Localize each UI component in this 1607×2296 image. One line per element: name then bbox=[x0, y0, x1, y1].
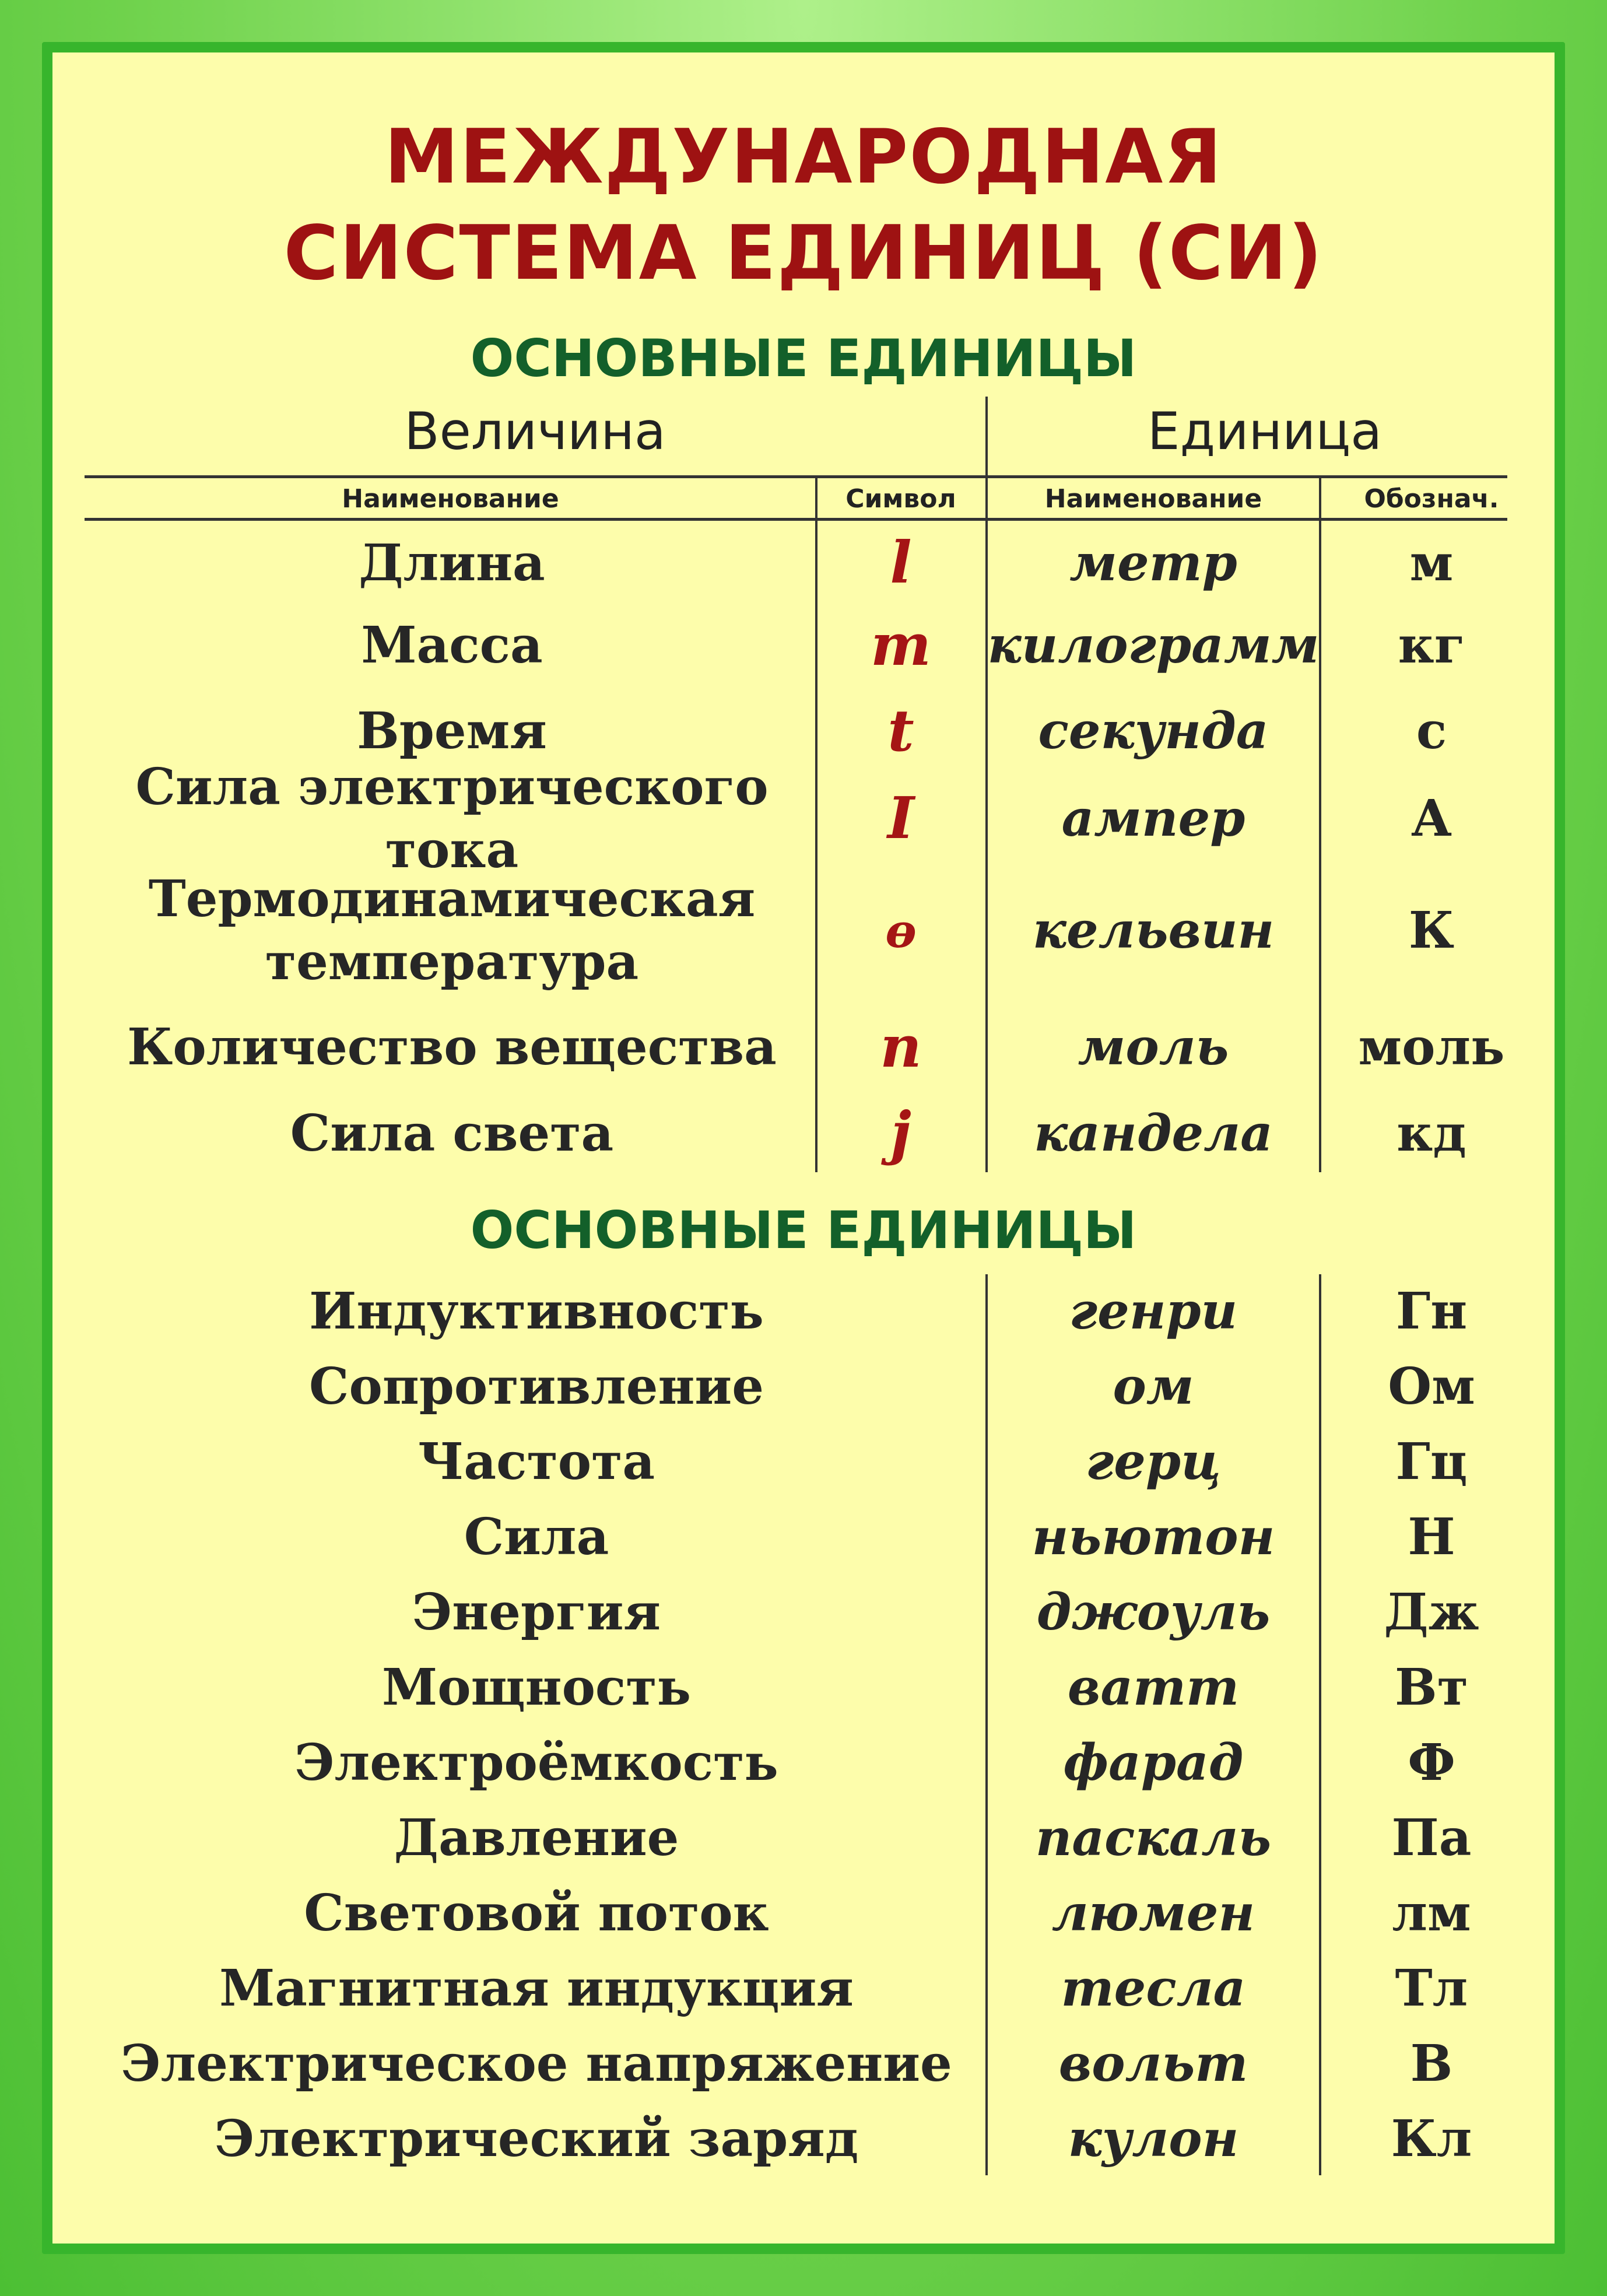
unit-abbr: Ф bbox=[1408, 1733, 1455, 1792]
derived-section-heading: ОСНОВНЫЕ ЕДИНИЦЫ bbox=[470, 1200, 1137, 1260]
unit-name: герц bbox=[1085, 1432, 1222, 1491]
unit-name: фарад bbox=[1063, 1733, 1244, 1792]
quantity-name: Термодинамическая температура bbox=[148, 870, 756, 991]
table-row bbox=[0, 1102, 1607, 1165]
unit-abbr: м bbox=[1409, 534, 1454, 593]
quantity-name: Масса bbox=[361, 616, 543, 675]
quantity-symbol: l bbox=[890, 530, 912, 597]
unit-abbr: кд bbox=[1397, 1104, 1466, 1163]
table-row bbox=[0, 758, 1607, 879]
quantity-symbol: n bbox=[880, 1014, 922, 1081]
table-row bbox=[0, 697, 1607, 765]
unit-abbr: Вт bbox=[1395, 1658, 1468, 1717]
subheader-name: Наименование bbox=[342, 484, 559, 514]
table-row bbox=[0, 1731, 1607, 1794]
unit-abbr: Кл bbox=[1391, 2109, 1472, 2168]
table-row bbox=[0, 1957, 1607, 2020]
quantity-symbol: I bbox=[887, 785, 914, 852]
unit-abbr: Тл bbox=[1395, 1959, 1468, 2018]
quantity-symbol: ө bbox=[885, 903, 917, 958]
unit-name: ватт bbox=[1067, 1658, 1240, 1717]
header-quantity: Величина bbox=[404, 401, 666, 461]
unit-name: кулон bbox=[1068, 2109, 1239, 2168]
unit-name: генри bbox=[1069, 1282, 1238, 1341]
poster-title-line1: МЕЖДУНАРОДНАЯ bbox=[384, 114, 1223, 201]
table-row bbox=[0, 532, 1607, 595]
table-row bbox=[0, 1280, 1607, 1343]
unit-abbr: К bbox=[1408, 901, 1455, 960]
quantity-name: Длина bbox=[359, 534, 545, 593]
unit-abbr: Па bbox=[1391, 1808, 1472, 1867]
unit-abbr: с bbox=[1416, 702, 1447, 760]
table-row bbox=[0, 1431, 1607, 1494]
quantity-name: Энергия bbox=[412, 1583, 661, 1642]
unit-name: килограмм bbox=[987, 616, 1320, 675]
unit-name: моль bbox=[1078, 1018, 1229, 1077]
unit-abbr: Гн bbox=[1395, 1282, 1468, 1341]
quantity-name: Магнитная индукция bbox=[219, 1959, 854, 2018]
table-row bbox=[0, 1355, 1607, 1418]
quantity-name: Электрический заряд bbox=[214, 2109, 859, 2168]
quantity-name: Время bbox=[357, 702, 547, 760]
subheader-unit-abbr: Обознач. bbox=[1364, 484, 1499, 514]
table-row bbox=[0, 1882, 1607, 1945]
unit-abbr: Дж bbox=[1384, 1583, 1479, 1642]
quantity-name: Мощность bbox=[382, 1658, 691, 1717]
unit-name: тесла bbox=[1061, 1959, 1246, 2018]
unit-name: ампер bbox=[1061, 789, 1245, 848]
unit-abbr: В bbox=[1410, 2034, 1453, 2093]
table-row bbox=[0, 2032, 1607, 2095]
quantity-symbol: j bbox=[890, 1100, 911, 1167]
unit-name: кандела bbox=[1034, 1104, 1273, 1163]
table-row bbox=[0, 1807, 1607, 1870]
unit-abbr: Н bbox=[1408, 1508, 1455, 1566]
base-section-heading: ОСНОВНЫЕ ЕДИНИЦЫ bbox=[470, 328, 1137, 388]
unit-name: ньютон bbox=[1031, 1508, 1275, 1566]
quantity-name: Количество вещества bbox=[127, 1018, 777, 1077]
subheader-unit-name: Наименование bbox=[1044, 484, 1262, 514]
unit-name: люмен bbox=[1051, 1884, 1255, 1943]
quantity-symbol: t bbox=[887, 697, 914, 765]
quantity-name: Электрическое напряжение bbox=[121, 2034, 952, 2093]
poster-title-line2: СИСТЕМА ЕДИНИЦ (СИ) bbox=[283, 210, 1324, 297]
quantity-name: Сопротивление bbox=[309, 1357, 764, 1416]
table-row bbox=[0, 868, 1607, 994]
unit-abbr: кг bbox=[1398, 616, 1465, 675]
unit-abbr: моль bbox=[1358, 1018, 1505, 1077]
quantity-name: Сила света bbox=[290, 1104, 614, 1163]
header-unit: Единица bbox=[1147, 401, 1383, 461]
quantity-name: Сила электрического тока bbox=[135, 758, 769, 879]
quantity-name: Световой поток bbox=[304, 1884, 769, 1943]
header-divider-top bbox=[85, 475, 1507, 478]
unit-name: ом bbox=[1113, 1357, 1194, 1416]
unit-name: кельвин bbox=[1032, 901, 1275, 960]
table-row bbox=[0, 2108, 1607, 2171]
quantity-name: Электроёмкость bbox=[294, 1733, 778, 1792]
unit-name: вольт bbox=[1058, 2034, 1248, 2093]
table-row bbox=[0, 1506, 1607, 1569]
unit-name: секунда bbox=[1038, 702, 1269, 760]
unit-name: метр bbox=[1069, 534, 1237, 593]
unit-abbr: Гц bbox=[1395, 1432, 1468, 1491]
table-row bbox=[0, 1581, 1607, 1644]
subheader-symbol: Символ bbox=[845, 484, 956, 514]
table-row bbox=[0, 614, 1607, 677]
unit-name: паскаль bbox=[1035, 1808, 1272, 1867]
quantity-name: Сила bbox=[464, 1508, 609, 1566]
unit-name: джоуль bbox=[1036, 1583, 1271, 1642]
header-divider-bottom bbox=[85, 518, 1507, 521]
quantity-name: Давление bbox=[394, 1808, 679, 1867]
quantity-name: Частота bbox=[417, 1432, 655, 1491]
unit-abbr: Ом bbox=[1388, 1357, 1475, 1416]
unit-abbr: А bbox=[1410, 789, 1452, 848]
table-row bbox=[0, 1656, 1607, 1719]
quantity-symbol: m bbox=[871, 612, 931, 679]
quantity-name: Индуктивность bbox=[309, 1282, 764, 1341]
table-row bbox=[0, 1016, 1607, 1079]
unit-abbr: лм bbox=[1392, 1884, 1471, 1943]
